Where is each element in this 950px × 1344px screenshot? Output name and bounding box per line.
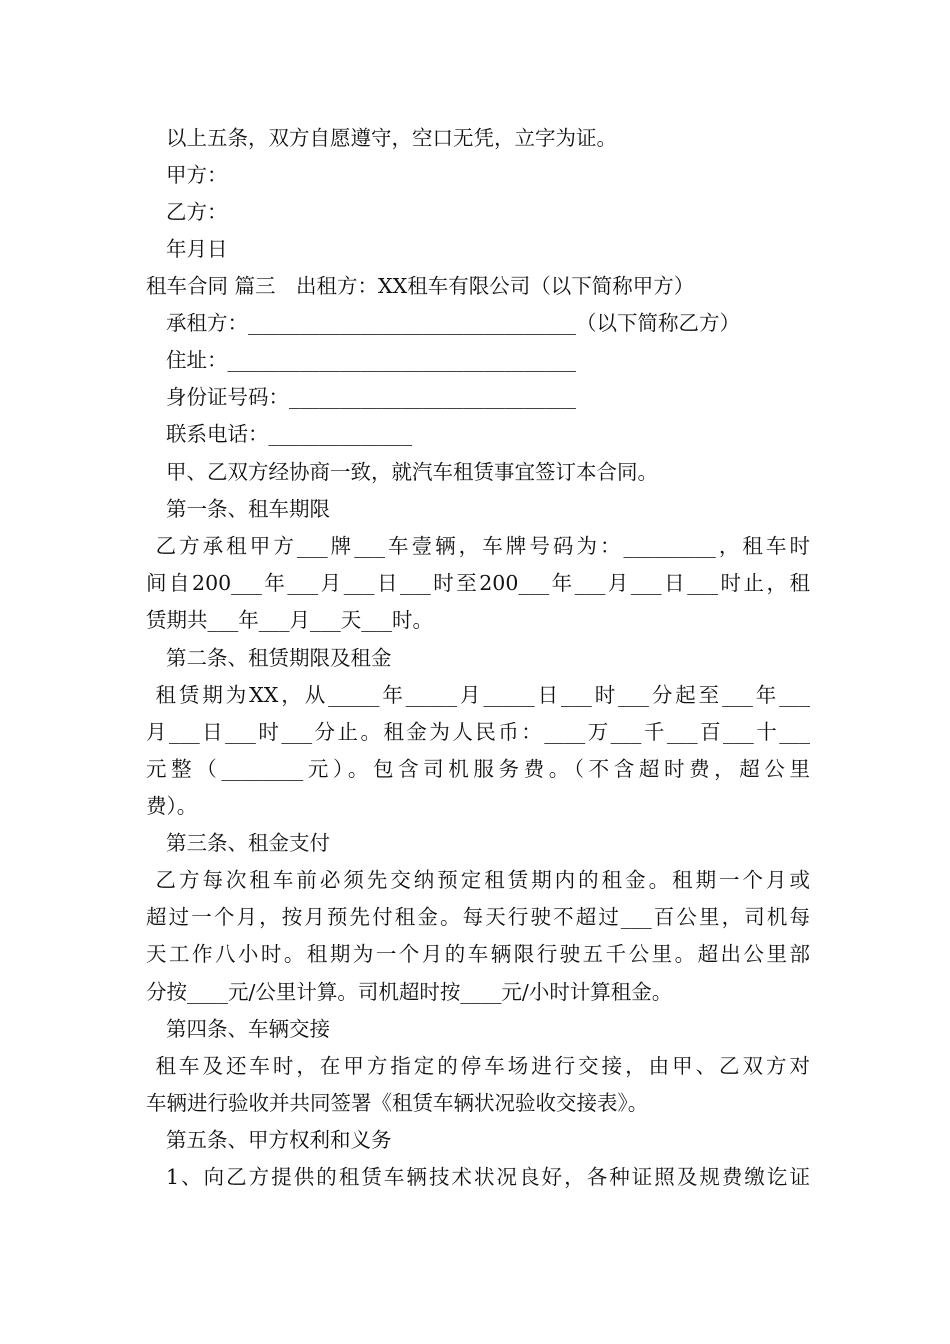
article-5-item-1: 1、向乙方提供的租赁车辆技术状况良好，各种证照及规费缴讫证 xyxy=(166,1165,810,1189)
article-3-text: 乙方每次租车前必须先交纳预定租赁期内的租金。租期一个月或 xyxy=(146,868,810,892)
article-2-text: 费）。 xyxy=(146,794,198,818)
article-3-heading: 第三条、租金支付 xyxy=(166,831,330,855)
party-b-signature: 乙方： xyxy=(166,200,228,224)
contract-heading: 租车合同 篇三 出租方：XX租车有限公司（以下简称甲方） xyxy=(146,274,695,298)
lessee-field: 承租方：________________________________（以下简称乙方） xyxy=(166,311,740,335)
article-4-text: 租车及还车时，在甲方指定的停车场进行交接，由甲、乙双方对 xyxy=(146,1054,810,1078)
article-1-text: 乙方承租甲方___牌___车壹辆，车牌号码为：_________，租车时 xyxy=(146,534,810,558)
article-4-text: 车辆进行验收并共同签署《租赁车辆状况验收交接表》。 xyxy=(146,1091,649,1115)
article-1-text: 间自200___年___月___日___时至200___年___月___日___时止，租 xyxy=(146,571,810,595)
article-2-text: 月___日___时___分止。租金为人民币：____万___千___百___十___ xyxy=(146,720,810,744)
signature-date: 年月日 xyxy=(166,237,228,261)
article-2-text: 元整（________元）。包含司机服务费。（不含超时费，超公里 xyxy=(146,757,810,781)
id-number-field: 身份证号码：____________________________ xyxy=(166,385,576,409)
closing-statement: 以上五条，双方自愿遵守，空口无凭，立字为证。 xyxy=(166,126,617,150)
address-field: 住址：__________________________________ xyxy=(166,348,576,372)
party-a-signature: 甲方： xyxy=(166,163,228,187)
article-3-text: 超过一个月，按月预先付租金。每天行驶不超过___百公里，司机每 xyxy=(146,905,810,929)
article-4-heading: 第四条、车辆交接 xyxy=(166,1017,330,1041)
article-3-text: 分按____元/公里计算。司机超时按____元/小时计算租金。 xyxy=(146,980,673,1004)
article-2-heading: 第二条、租赁期限及租金 xyxy=(166,646,392,670)
article-1-text: 赁期共___年___月___天___时。 xyxy=(146,608,433,632)
article-3-text: 天工作八小时。租期为一个月的车辆限行驶五千公里。超出公里部 xyxy=(146,942,810,966)
article-1-heading: 第一条、租车期限 xyxy=(166,497,330,521)
agreement-paragraph: 甲、乙双方经协商一致，就汽车租赁事宜签订本合同。 xyxy=(166,460,658,484)
article-5-heading: 第五条、甲方权利和义务 xyxy=(166,1128,392,1152)
article-2-text: 租赁期为XX，从_____年_____月_____日___时___分起至___年___ xyxy=(146,683,810,707)
phone-field: 联系电话：______________ xyxy=(166,422,412,446)
